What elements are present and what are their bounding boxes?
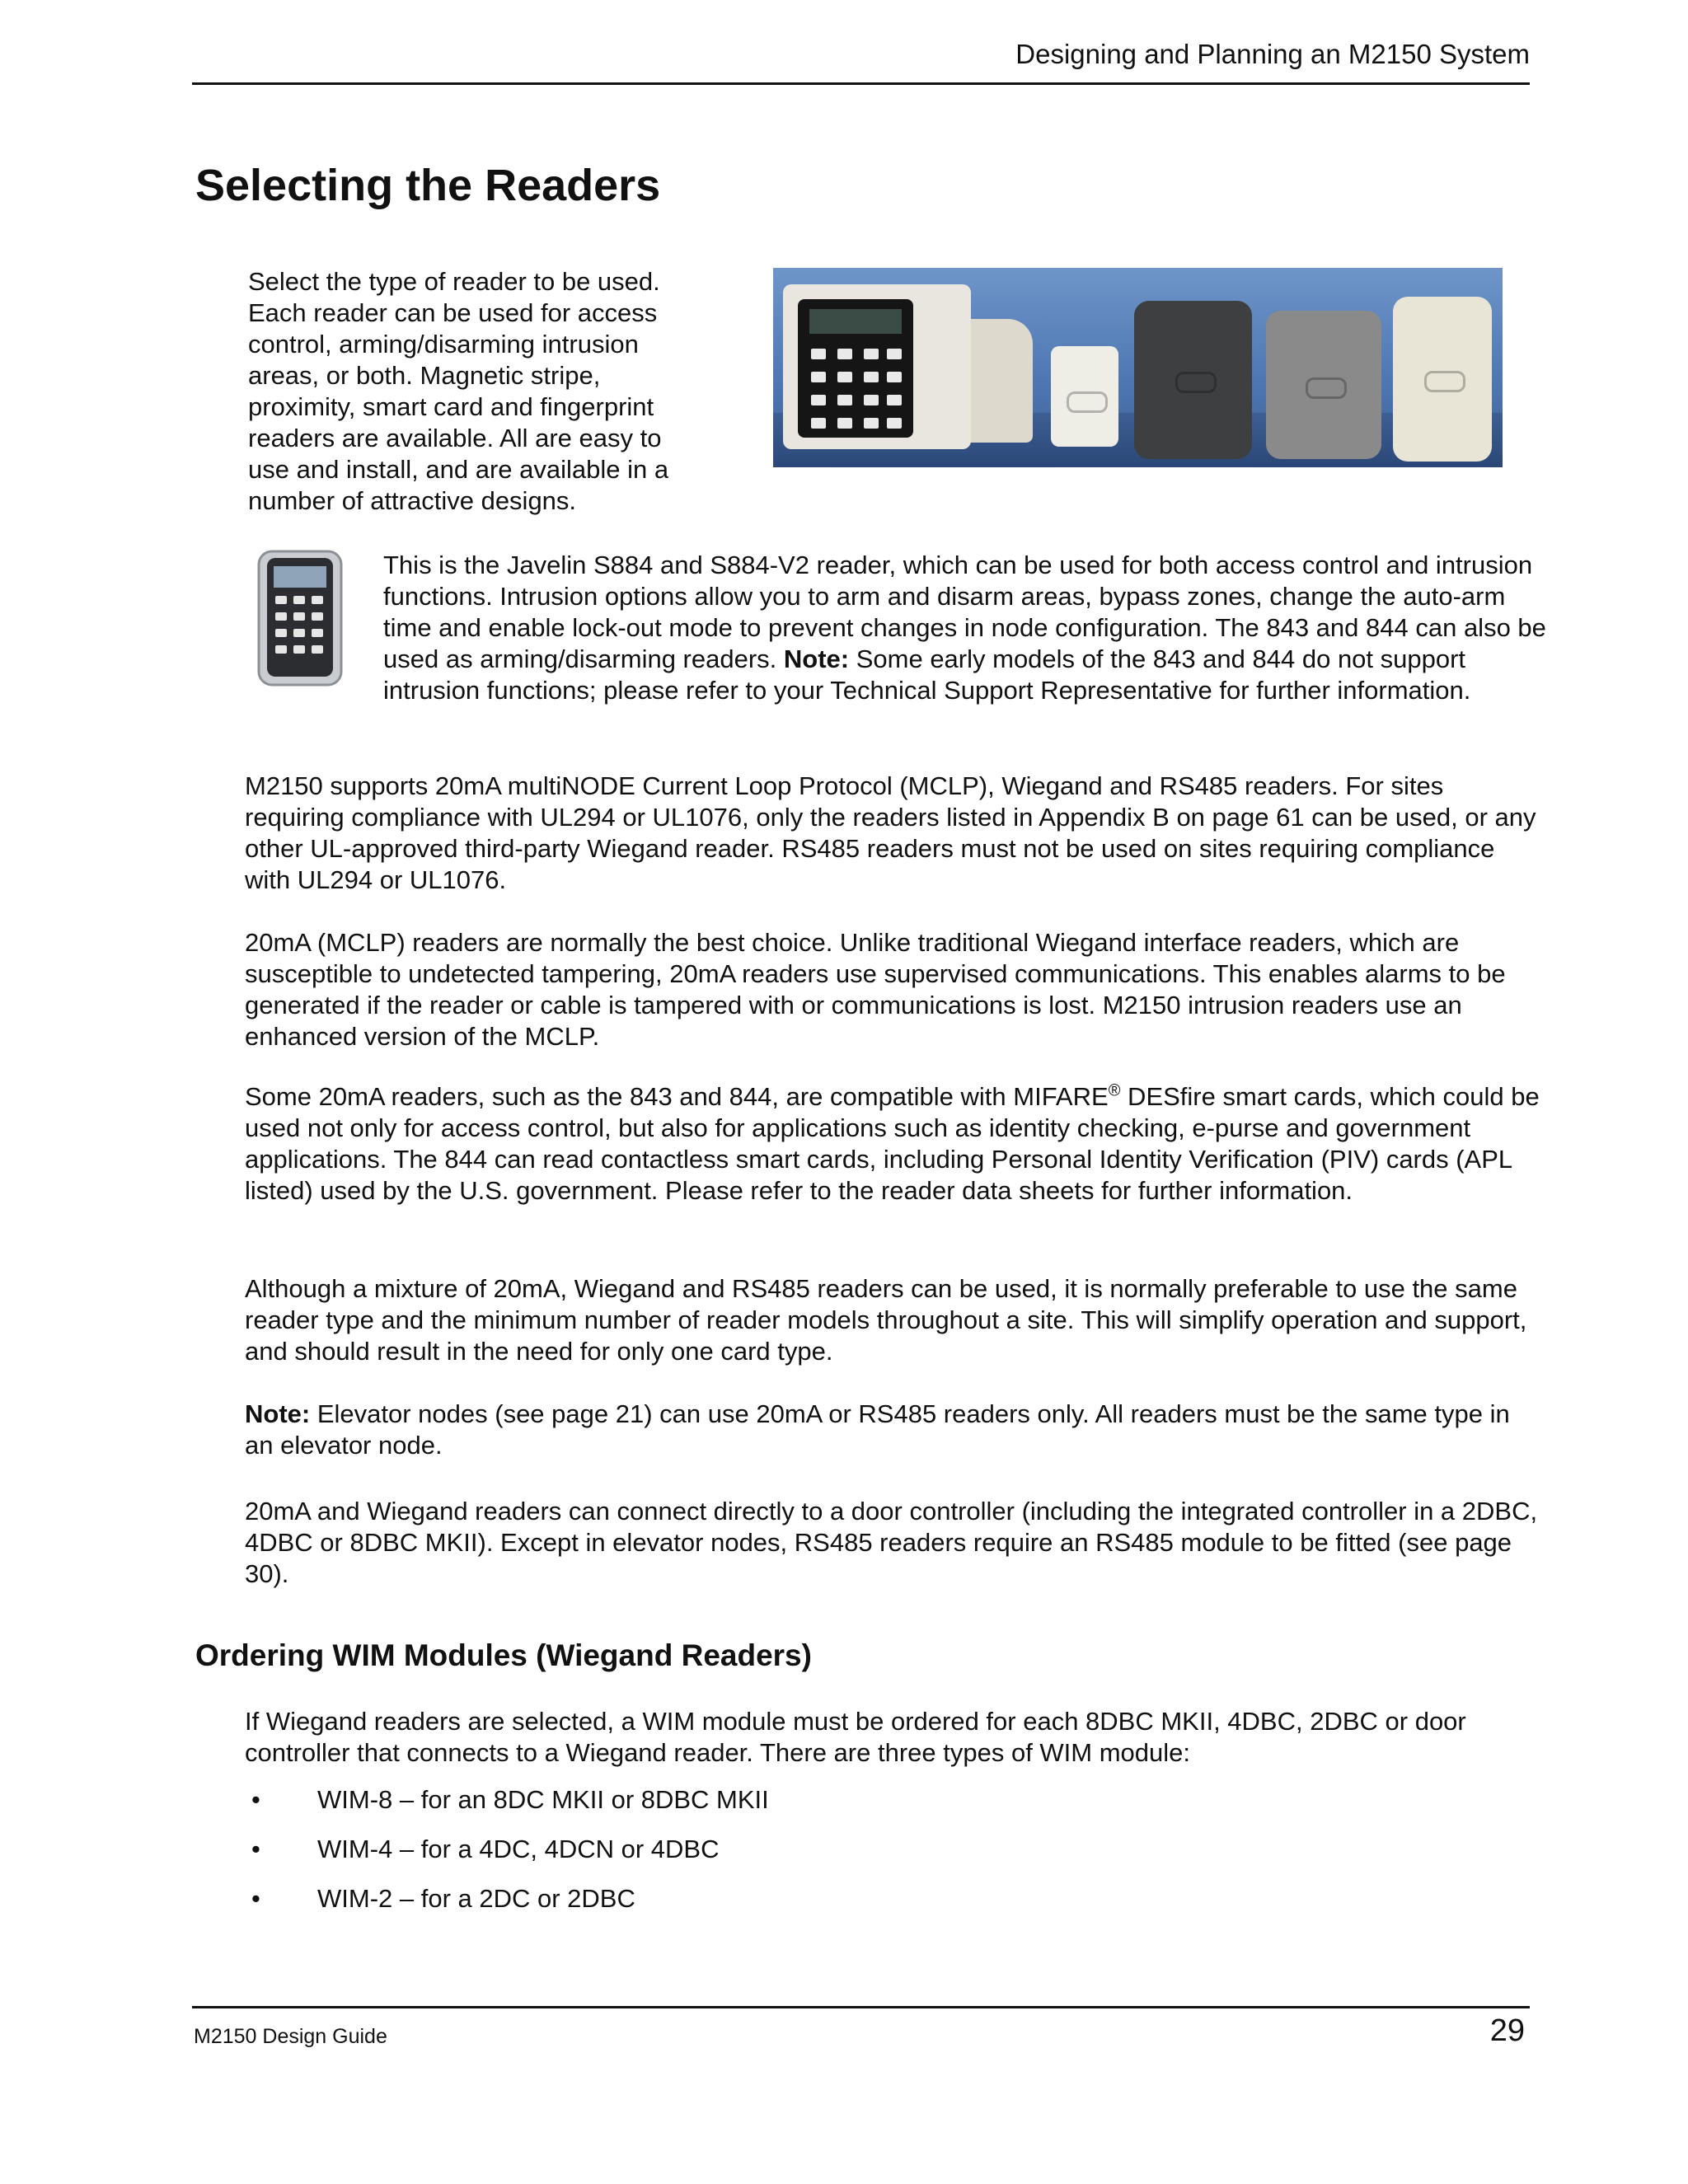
list-item: • WIM-2 – for a 2DC or 2DBC bbox=[251, 1884, 635, 1913]
bullet-icon: • bbox=[251, 1835, 260, 1863]
running-header: Designing and Planning an M2150 System bbox=[1015, 39, 1530, 69]
reader-family-photo bbox=[773, 268, 1503, 467]
footer-rule bbox=[192, 2006, 1530, 2008]
javelin-reader-image bbox=[256, 548, 345, 688]
wim-intro-paragraph: If Wiegand readers are selected, a WIM module must be ordered for each 8DBC MKII, 4DBC, 2DBC or door controller that connects to a Wiegand reader. There are three types of WIM module: bbox=[245, 1707, 1466, 1767]
elevator-note-paragraph: Note: Elevator nodes (see page 21) can use 20mA or RS485 readers only. All readers must be the same type in an elevator node. bbox=[245, 1399, 1510, 1460]
bullet-icon: • bbox=[251, 1785, 260, 1814]
keypad-reader-image bbox=[783, 284, 971, 449]
bullet-icon: • bbox=[251, 1884, 260, 1913]
note-label: Note: bbox=[245, 1399, 311, 1428]
small-reader-image bbox=[1051, 346, 1118, 447]
dark-proximity-reader-image bbox=[1134, 301, 1252, 459]
page-title: Selecting the Readers bbox=[195, 161, 661, 210]
javelin-reader-description: This is the Javelin S884 and S884-V2 reader, which can be used for both access control and intrusion functions. Intrusion options allow you to arm and disarm areas, bypass zones, change the auto-arm time and enable lock-out mode to prevent changes in node configuration. The 843 and 844 can also be used as arming/disarming readers. Note: Some early models of the 843 and 844 do not support intrusion functions; please refer to your Technical Support Representative for further information. bbox=[383, 551, 1546, 705]
section-heading: Ordering WIM Modules (Wiegand Readers) bbox=[195, 1638, 812, 1672]
connection-paragraph: 20mA and Wiegand readers can connect directly to a door controller (including the integrated controller in a 2DBC, 4DBC or 8DBC MKII). Except in elevator nodes, RS485 readers require an RS485 module to be fitted (see page 30). bbox=[245, 1497, 1538, 1588]
note-label: Note: bbox=[783, 644, 850, 673]
mixture-paragraph: Although a mixture of 20mA, Wiegand and RS485 readers can be used, it is normally preferable to use the same reader type and the minimum number of reader models throughout a site. This will simplify operation and support, and should result in the need for only one card type. bbox=[245, 1274, 1527, 1366]
header-rule bbox=[192, 82, 1530, 85]
footer-guide-name: M2150 Design Guide bbox=[194, 2025, 387, 2048]
list-item: • WIM-8 – for an 8DC MKII or 8DBC MKII bbox=[251, 1785, 769, 1814]
reader-protocol-paragraph: M2150 supports 20mA multiNODE Current Loop Protocol (MCLP), Wiegand and RS485 readers. For sites requiring compliance with UL294 or UL1076, only the readers listed in Appendix B on page 61 can be used, or any other UL-approved third-party Wiegand reader. RS485 readers must not be used on sites requiring compliance with UL294 or UL1076. bbox=[245, 771, 1536, 894]
smart-card-paragraph: Some 20mA readers, such as the 843 and 844, are compatible with MIFARE® DESfire smart cards, which could be used not only for access control, but also for applications such as identity checking, e-purse and government applications. The 844 can read contactless smart cards, including Personal Identity Verification (PIV) cards (APL listed) used by the U.S. government. Please refer to the reader data sheets for further information. bbox=[245, 1081, 1540, 1205]
page-number: 29 bbox=[1489, 2013, 1525, 2048]
grey-proximity-reader-image bbox=[1266, 311, 1381, 459]
mclp-paragraph: 20mA (MCLP) readers are normally the best choice. Unlike traditional Wiegand interface readers, which are susceptible to undetected tampering, 20mA readers use supervised communications. This enables alarms to be generated if the reader or cable is tampered with or communications is lost. M2150 intrusion readers use an enhanced version of the MCLP. bbox=[245, 928, 1506, 1051]
keypad-display bbox=[809, 309, 902, 334]
intro-paragraph: Select the type of reader to be used. Each reader can be used for access control, arming/disarming intrusion areas, or both. Magnetic stripe, proximity, smart card and fingerprint readers are available. All are easy to use and install, and are available in a number of attractive designs. bbox=[248, 267, 669, 515]
keypad-panel bbox=[798, 299, 913, 438]
wim-module-list bbox=[251, 1784, 769, 1933]
cream-proximity-reader-image bbox=[1393, 297, 1492, 462]
list-item: • WIM-4 – for a 4DC, 4DCN or 4DBC bbox=[251, 1835, 720, 1863]
